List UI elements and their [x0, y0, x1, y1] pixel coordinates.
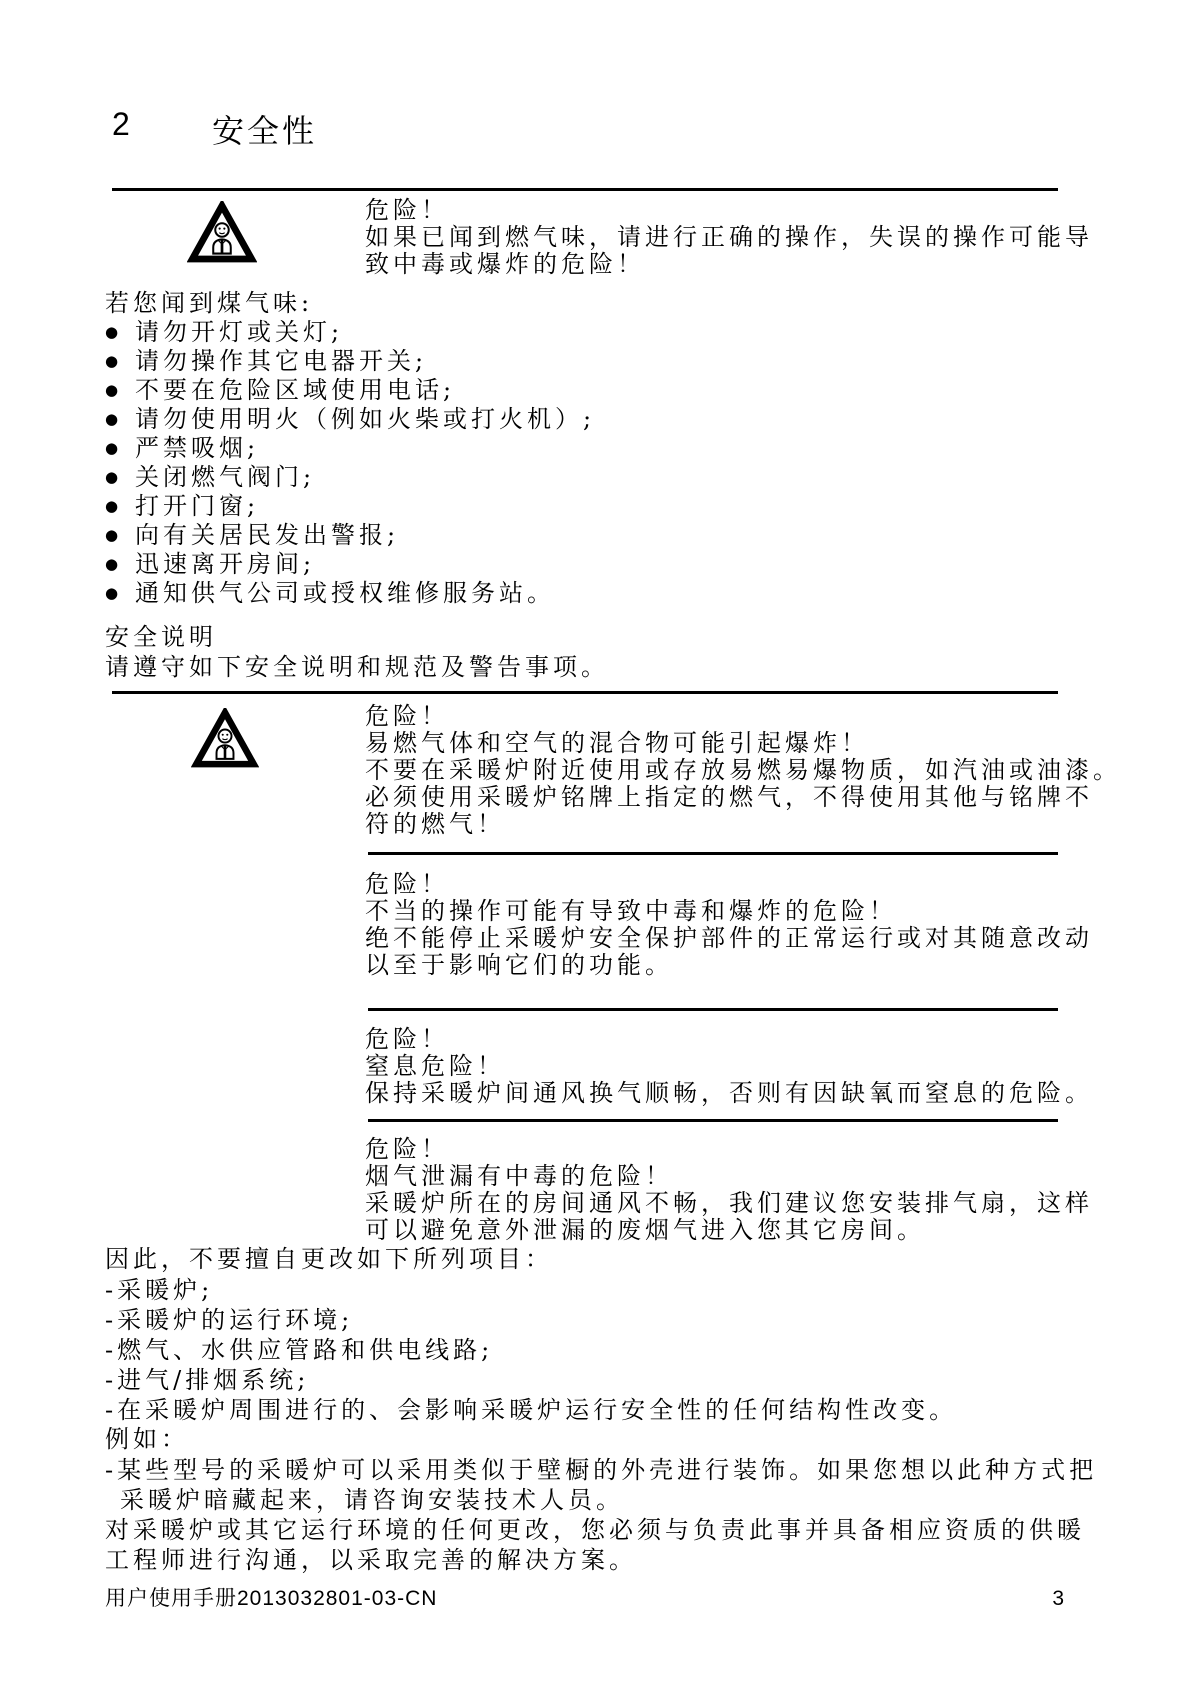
warning-title: 危险！: [365, 1136, 449, 1163]
warning-divider: [368, 1008, 1058, 1011]
person-warning-icon: [187, 201, 257, 263]
list-item: [105, 492, 595, 521]
bullet-icon: ●: [105, 439, 119, 457]
bullet-icon: ●: [105, 381, 119, 399]
bullet-icon: ●: [105, 410, 119, 428]
warning-line: 易燃气体和空气的混合物可能引起爆炸！: [365, 730, 869, 757]
list-item-text: 不要在危险区域使用电话;: [135, 376, 456, 404]
list-item-text: 打开门窗;: [135, 492, 260, 520]
bullet-icon: ●: [105, 526, 119, 544]
list-item-text: 请勿使用明火（例如火柴或打火机）;: [135, 405, 596, 433]
bullet-icon: ●: [105, 555, 119, 573]
warning-line: 致中毒或爆炸的危险！: [365, 251, 645, 278]
warning-block: [365, 1136, 1093, 1244]
list-item: [105, 434, 595, 463]
person-warning-icon: [191, 708, 259, 768]
warning-line: 如果已闻到燃气味，请进行正确的操作，失误的操作可能导: [365, 224, 1093, 251]
warning-line: 可以避免意外泄漏的废烟气进入您其它房间。: [365, 1217, 925, 1244]
bullet-icon: ●: [105, 468, 119, 486]
bullet-icon: ●: [105, 352, 119, 370]
list-item: [105, 318, 595, 347]
list-item-text: 关闭燃气阀门;: [135, 463, 316, 491]
warning-line: 烟气泄漏有中毒的危险！: [365, 1163, 673, 1190]
closing-line: 对采暖炉或其它运行环境的任何更改，您必须与负责此事并具备相应资质的供暖: [105, 1517, 1085, 1544]
changes-section: [105, 1245, 1097, 1515]
bullet-icon: ●: [105, 497, 119, 515]
warning-line: 窒息危险！: [365, 1053, 505, 1080]
section-divider: [112, 691, 1058, 694]
warning-line: 符的燃气！: [365, 811, 505, 838]
list-item: -进气/排烟系统;: [105, 1366, 310, 1394]
safety-note-line: 请遵守如下安全说明和规范及警告事项。: [105, 654, 609, 681]
footer-doc-id: 用户使用手册2013032801-03-CN: [105, 1587, 438, 1610]
list-item: [105, 376, 595, 405]
warning-block: [365, 1026, 1093, 1107]
page-footer: [105, 1582, 1065, 1612]
safety-note-title: 安全说明: [105, 624, 217, 651]
closing-line: 工程师进行沟通，以采取完善的解决方案。: [105, 1547, 637, 1574]
list-item-text: 迅速离开房间;: [135, 550, 316, 578]
warning-block: [365, 197, 1093, 278]
chapter-title: 安全性: [212, 113, 318, 149]
example-line: -某些型号的采暖炉可以采用类似于壁橱的外壳进行装饰。如果您想以此种方式把: [105, 1456, 1098, 1484]
changes-heading: 因此，不要擅自更改如下所列项目：: [105, 1246, 553, 1273]
list-item: [105, 347, 595, 376]
warning-line: 绝不能停止采暖炉安全保护部件的正常运行或对其随意改动: [365, 925, 1093, 952]
bullet-icon: ●: [105, 584, 119, 602]
example-line: 采暖炉暗藏起来，请咨询安装技术人员。: [120, 1486, 624, 1514]
bullet-icon: ●: [105, 323, 119, 341]
list-item: [105, 521, 595, 550]
warning-title: 危险！: [365, 703, 449, 730]
warning-line: 不当的操作可能有导致中毒和爆炸的危险！: [365, 898, 897, 925]
list-item: -在采暖炉周围进行的、会影响采暖炉运行安全性的任何结构性改变。: [105, 1396, 958, 1424]
closing-paragraph: [105, 1516, 1085, 1576]
footer-page-number: 3: [1052, 1587, 1065, 1610]
chapter-number: 2: [112, 106, 131, 142]
warning-line: 以至于影响它们的功能。: [365, 952, 673, 979]
safety-note: [105, 623, 609, 683]
list-item-text: 通知供气公司或授权维修服务站。: [135, 579, 555, 607]
section-divider: [112, 188, 1058, 191]
list-item: -采暖炉;: [105, 1276, 214, 1304]
warning-divider: [368, 1119, 1058, 1122]
warning-line: 必须使用采暖炉铭牌上指定的燃气，不得使用其他与铭牌不: [365, 784, 1093, 811]
list-item: -燃气、水供应管路和供电线路;: [105, 1336, 494, 1364]
warning-line: 采暖炉所在的房间通风不畅，我们建议您安装排气扇，这样: [365, 1190, 1093, 1217]
warning-title: 危险！: [365, 871, 449, 898]
warning-title: 危险！: [365, 1026, 449, 1053]
list-heading: 若您闻到煤气味:: [105, 289, 314, 317]
list-item: [105, 463, 595, 492]
warning-line: 保持采暖炉间通风换气顺畅，否则有因缺氧而窒息的危险。: [365, 1080, 1093, 1107]
warning-block: [365, 871, 1093, 979]
warning-line: 不要在采暖炉附近使用或存放易燃易爆物质，如汽油或油漆。: [365, 757, 1121, 784]
list-item-text: 向有关居民发出警报;: [135, 521, 400, 549]
warning-block: [365, 703, 1121, 838]
warning-title: 危险！: [365, 197, 449, 224]
list-item: [105, 550, 595, 579]
list-item: -采暖炉的运行环境;: [105, 1306, 354, 1334]
example-heading: 例如：: [105, 1426, 189, 1453]
warning-divider: [368, 852, 1058, 855]
list-item: [105, 579, 595, 608]
list-item: [105, 405, 595, 434]
list-item-text: 请勿开灯或关灯;: [135, 318, 344, 346]
gas-smell-list: [105, 289, 595, 608]
list-item-text: 请勿操作其它电器开关;: [135, 347, 428, 375]
list-item-text: 严禁吸烟;: [135, 434, 260, 462]
